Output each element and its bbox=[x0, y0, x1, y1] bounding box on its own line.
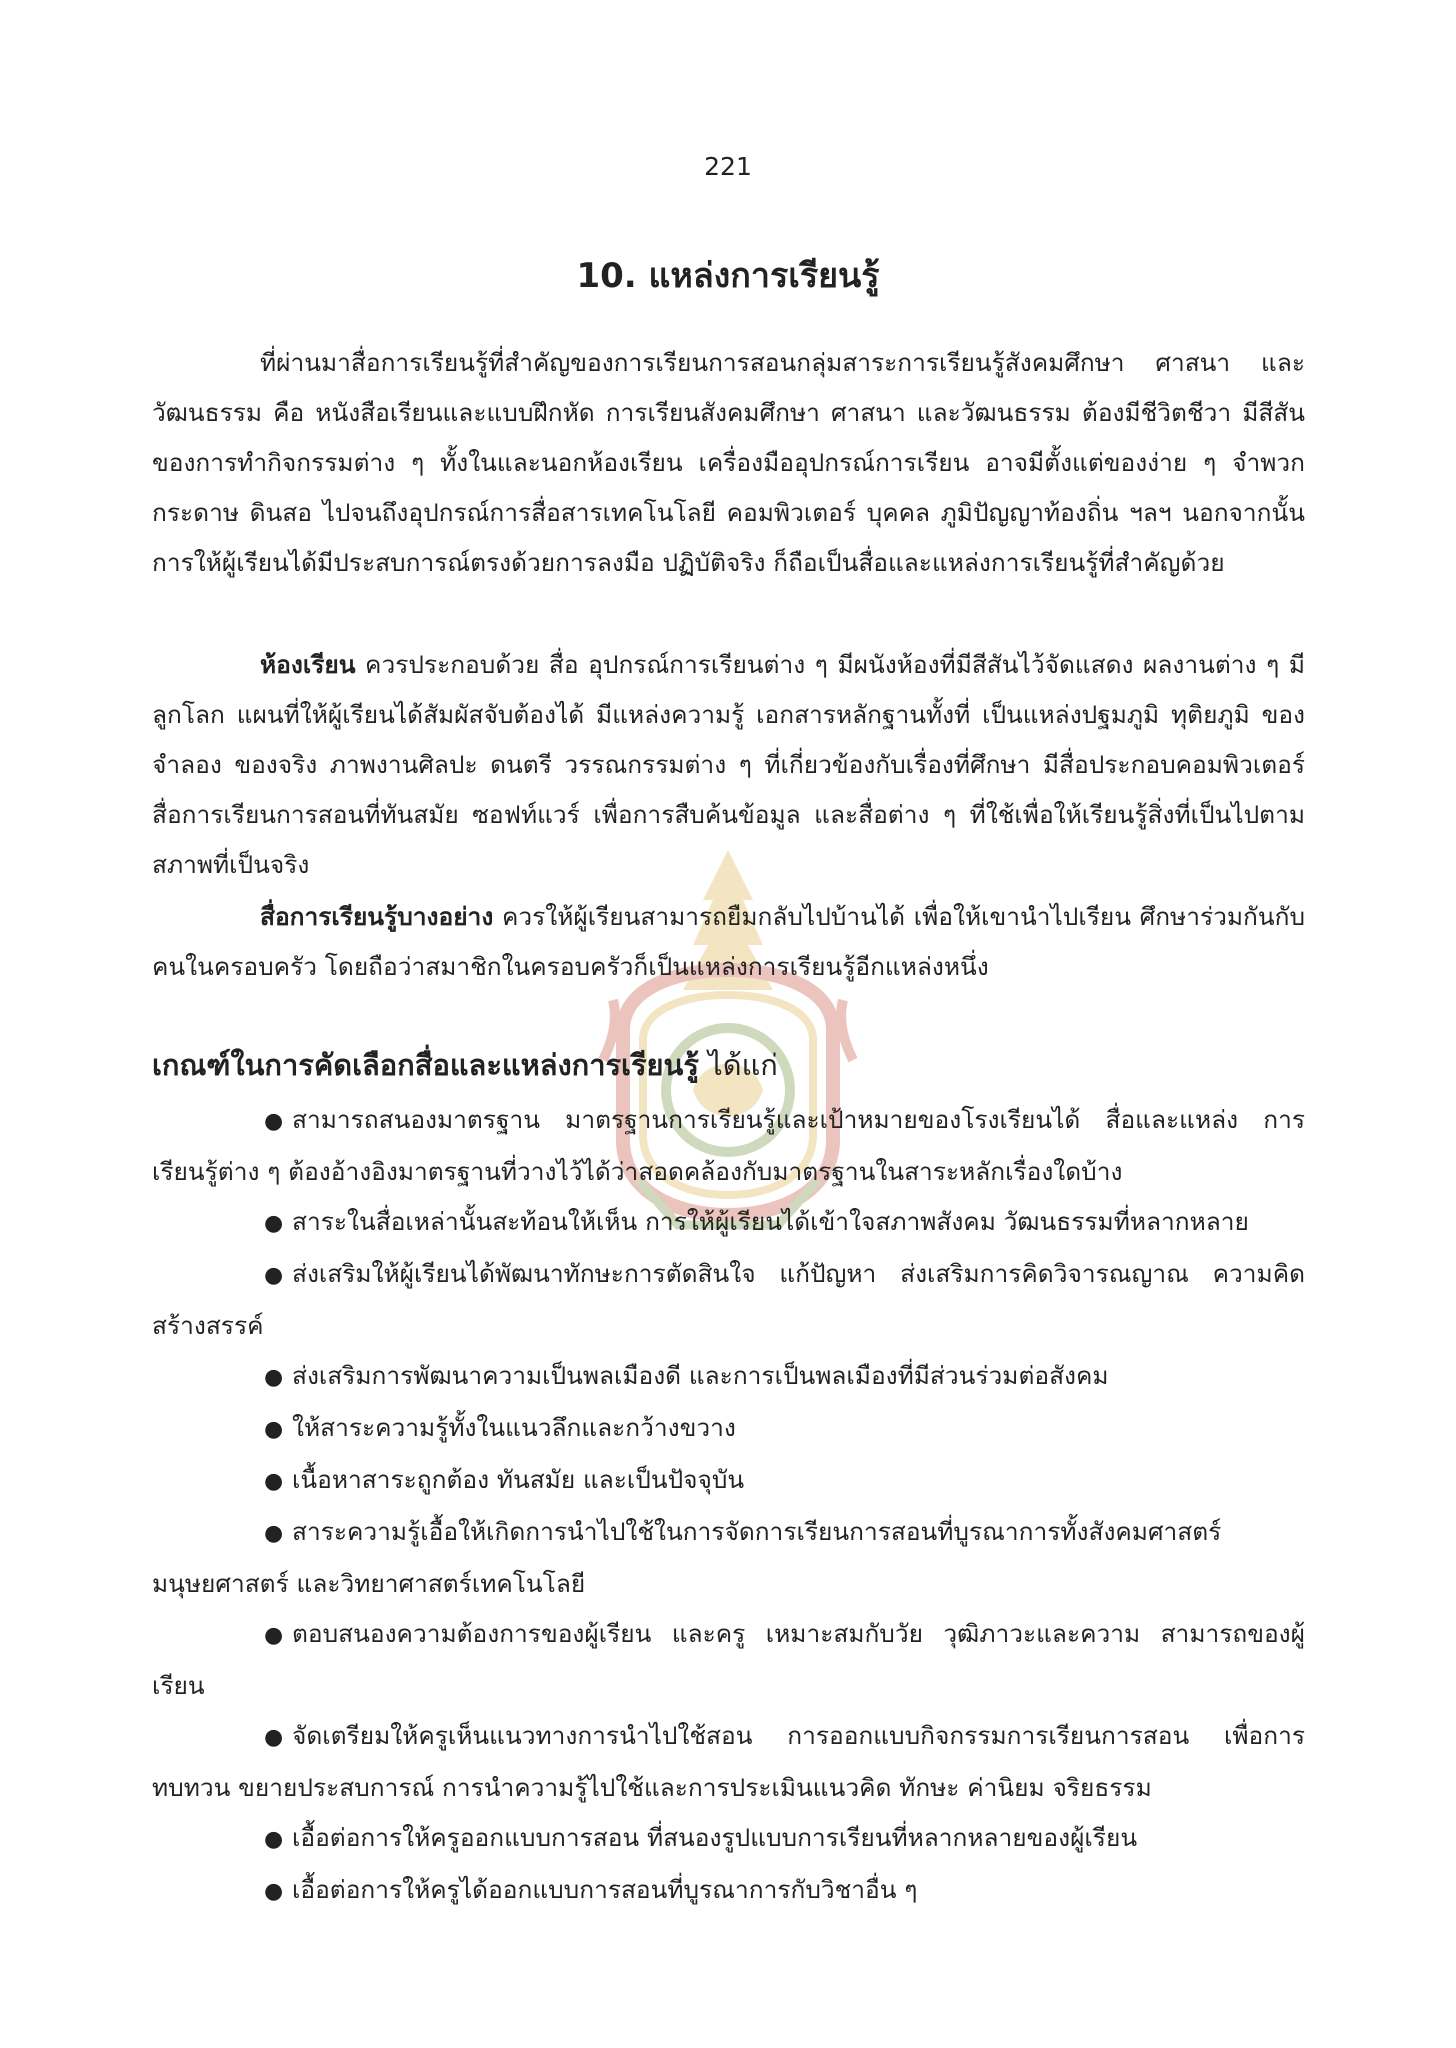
intro-paragraph: ที่ผ่านมาสื่อการเรียนรู้ที่สำคัญของการเรียนการสอนกลุ่มสาระการเรียนรู้สังคมศึกษา ศาสนา และวัฒนธรรม คือ หนังสือเรียนและแบบฝึกหัด การเรียนสังคมศึกษา ศาสนา และวัฒนธรรม ต้องมีชีวิตชีวา มีสีสันของการทำกิจกรรมต่าง ๆ ทั้งในและนอกห้องเรียน เครื่องมืออุปกรณ์การเรียน อาจมีตั้งแต่ของง่าย ๆ จำพวก กระดาษ ดินสอ ไปจนถึงอุปกรณ์การสื่อสารเทคโนโลยี คอมพิวเตอร์ บุคคล ภูมิปัญญาท้องถิ่น ฯลฯ นอกจากนั้นการให้ผู้เรียนได้มีประสบการณ์ตรงด้วยการลงมือ ปฏิบัติจริง ก็ถือเป็นสื่อและแหล่งการเรียนรู้ที่สำคัญด้วย bbox=[152, 348, 1305, 577]
bullet-icon: ● bbox=[264, 1827, 284, 1852]
criteria-heading-rest: ได้แก่ bbox=[698, 1048, 778, 1082]
criteria-text: สาระความรู้เอื้อให้เกิดการนำไปใช้ในการจัดการเรียนการสอนที่บูรณาการทั้งสังคมศาสตร์ มนุษยศาสตร์ และวิทยาศาสตร์เทคโนโลยี bbox=[152, 1517, 1222, 1598]
page-number: 221 bbox=[704, 152, 752, 181]
bullet-icon: ● bbox=[264, 1725, 284, 1750]
list-item bbox=[152, 1507, 1305, 1609]
criteria-text: ให้สาระความรู้ทั้งในแนวลึกและกว้างขวาง bbox=[292, 1413, 736, 1442]
bullet-icon: ● bbox=[264, 1211, 284, 1236]
bullet-icon: ● bbox=[264, 1521, 284, 1546]
list-item bbox=[152, 1455, 1305, 1507]
criteria-list bbox=[152, 1095, 1305, 1917]
bullet-icon: ● bbox=[264, 1263, 284, 1288]
criteria-heading-bold: เกณฑ์ในการคัดเลือกสื่อและแหล่งการเรียนรู้ bbox=[152, 1048, 699, 1082]
bullet-icon: ● bbox=[264, 1469, 284, 1494]
criteria-text: ตอบสนองความต้องการของผู้เรียน และครู เหมาะสมกับวัย วุฒิภาวะและความ สามารถของผู้เรียน bbox=[152, 1619, 1305, 1700]
list-item bbox=[152, 1813, 1305, 1865]
bullet-icon: ● bbox=[264, 1879, 284, 1904]
list-item bbox=[152, 1197, 1305, 1249]
list-item bbox=[152, 1403, 1305, 1455]
criteria-text: ส่งเสริมให้ผู้เรียนได้พัฒนาทักษะการตัดสินใจ แก้ปัญหา ส่งเสริมการคิดวิจารณญาณ ความคิดสร้างสรรค์ bbox=[152, 1259, 1305, 1340]
list-item bbox=[152, 1711, 1305, 1813]
classroom-lead: ห้องเรียน bbox=[260, 650, 356, 679]
criteria-text: ส่งเสริมการพัฒนาความเป็นพลเมืองดี และการเป็นพลเมืองที่มีส่วนร่วมต่อสังคม bbox=[292, 1361, 1109, 1390]
bullet-icon: ● bbox=[264, 1417, 284, 1442]
criteria-text: สามารถสนองมาตรฐาน มาตรฐานการเรียนรู้และเป้าหมายของโรงเรียนได้ สื่อและแหล่ง การเรียนรู้ต่าง ๆ ต้องอ้างอิงมาตรฐานที่วางไว้ได้ว่าสอดคล้องกับมาตรฐานในสาระหลักเรื่องใดบ้าง bbox=[152, 1105, 1305, 1186]
media-paragraph bbox=[152, 892, 1305, 992]
media-lead: สื่อการเรียนรู้บางอย่าง bbox=[260, 902, 494, 931]
criteria-text: เอื้อต่อการให้ครูออกแบบการสอน ที่สนองรูปแบบการเรียนที่หลากหลายของผู้เรียน bbox=[292, 1823, 1138, 1852]
criteria-heading bbox=[152, 1040, 1305, 1090]
bullet-icon: ● bbox=[264, 1365, 284, 1390]
chapter-title: 10. แหล่งการเรียนรู้ bbox=[576, 256, 880, 296]
list-item bbox=[152, 1609, 1305, 1711]
classroom-text: ควรประกอบด้วย สื่อ อุปกรณ์การเรียนต่าง ๆ มีผนังห้องที่มีสีสันไว้จัดแสดง ผลงานต่าง ๆ มีลูกโลก แผนที่ให้ผู้เรียนได้สัมผัสจับต้องได้ มีแหล่งความรู้ เอกสารหลักฐานทั้งที่ เป็นแหล่งปฐมภูมิ ทุติยภูมิ ของจำลอง ของจริง ภาพงานศิลปะ ดนตรี วรรณกรรมต่าง ๆ ที่เกี่ยวข้องกับเรื่องที่ศึกษา มีสื่อประกอบคอมพิวเตอร์ สื่อการเรียนการสอนที่ทันสมัย ซอฟท์แวร์ เพื่อการสืบค้นข้อมูล และสื่อต่าง ๆ ที่ใช้เพื่อให้เรียนรู้สิ่งที่เป็นไปตามสภาพที่เป็นจริง bbox=[152, 650, 1305, 879]
criteria-text: จัดเตรียมให้ครูเห็นแนวทางการนำไปใช้สอน การออกแบบกิจกรรมการเรียนการสอน เพื่อการทบทวน ขยายประสบการณ์ การนำความรู้ไปใช้และการประเมินแนวคิด ทักษะ ค่านิยม จริยธรรม bbox=[152, 1721, 1305, 1802]
classroom-paragraph bbox=[152, 640, 1305, 890]
list-item bbox=[152, 1865, 1305, 1917]
criteria-text: เอื้อต่อการให้ครูได้ออกแบบการสอนที่บูรณาการกับวิชาอื่น ๆ bbox=[292, 1875, 918, 1904]
media-text: ควรให้ผู้เรียนสามารถยืมกลับไปบ้านได้ เพื่อให้เขานำไปเรียน ศึกษาร่วมกันกับคนในครอบครัว โดยถือว่าสมาชิกในครอบครัวก็เป็นแหล่งการเรียนรู้อีกแหล่งหนึ่ง bbox=[152, 902, 1305, 981]
bullet-icon: ● bbox=[264, 1109, 284, 1134]
list-item bbox=[152, 1351, 1305, 1403]
criteria-text: เนื้อหาสาระถูกต้อง ทันสมัย และเป็นปัจจุบัน bbox=[292, 1465, 745, 1494]
list-item bbox=[152, 1095, 1305, 1197]
list-item bbox=[152, 1249, 1305, 1351]
bullet-icon: ● bbox=[264, 1623, 284, 1648]
criteria-text: สาระในสื่อเหล่านั้นสะท้อนให้เห็น การให้ผู้เรียนได้เข้าใจสภาพสังคม วัฒนธรรมที่หลากหลาย bbox=[292, 1207, 1249, 1236]
